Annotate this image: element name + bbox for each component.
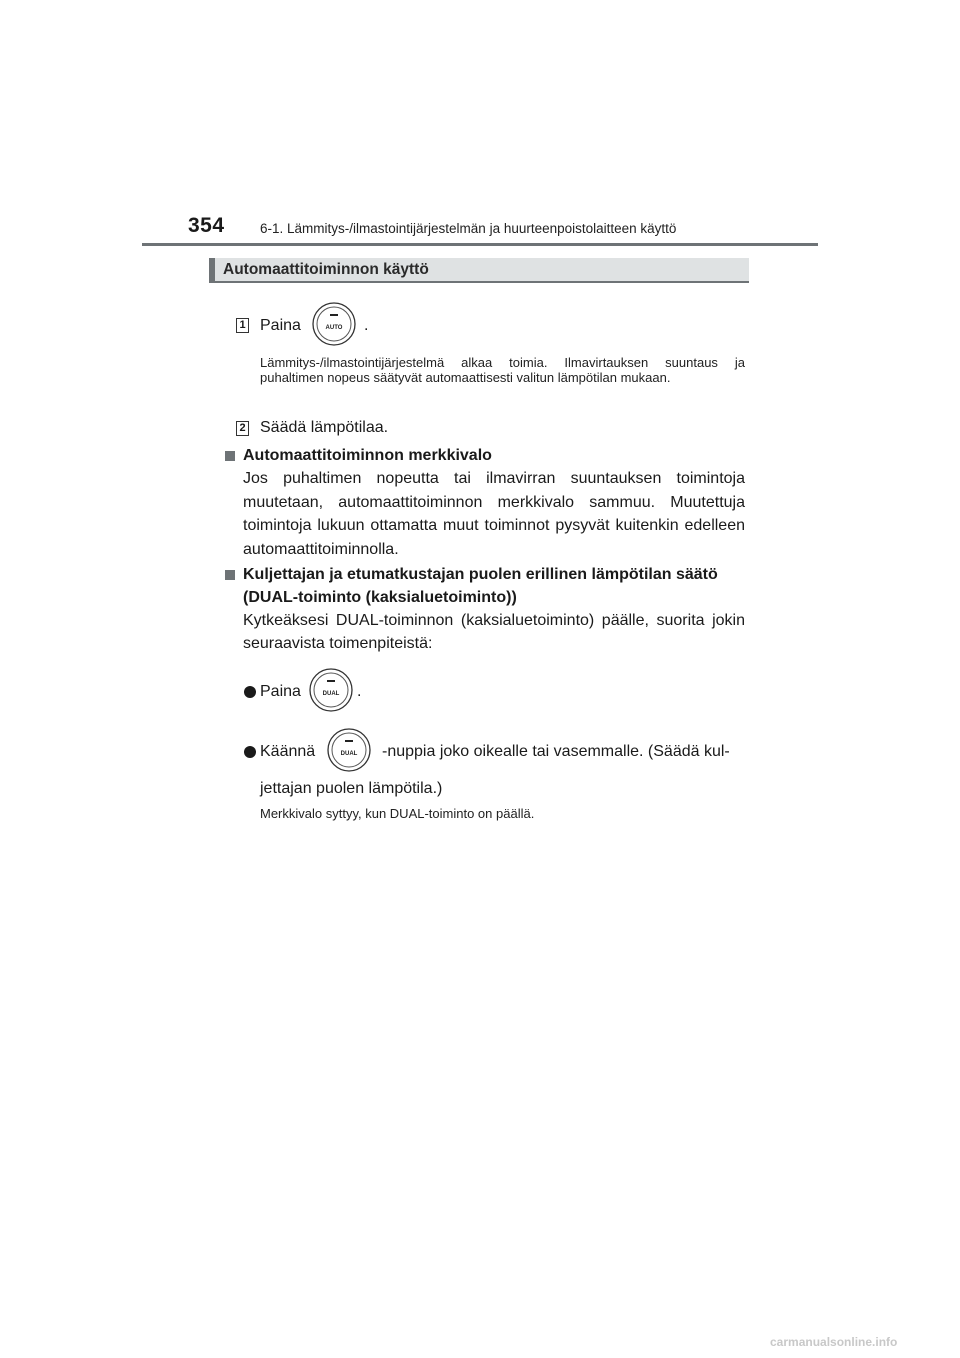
- dual-button-label: DUAL: [322, 691, 340, 697]
- square-bullet-icon: [225, 451, 235, 461]
- round-bullet-icon: [244, 746, 256, 758]
- step-number-2: 2: [236, 421, 249, 436]
- indicator-text: Jos puhaltimen nopeutta tai ilmavirran suuntauksen toimintoja muutetaan, automaattitoiminnon merkkivalo sammuu. Muutettuja toimintoja lukuun ottamatta muut toiminnot pysyvät kuitenkin edelleen automaattitoiminnolla.: [243, 470, 745, 558]
- dual-bullet2-continuation: jettajan puolen lämpötila.): [260, 780, 443, 797]
- round-bullet-icon: [244, 686, 256, 698]
- square-bullet-icon: [225, 570, 235, 580]
- dual-knob-icon: [327, 728, 371, 772]
- dual-heading-line2: (DUAL-toiminto (kaksialuetoiminto)): [243, 589, 517, 606]
- dual-intro: Kytkeäksesi DUAL-toiminnon (kaksialuetoiminto) päälle, suorita jokin seuraavista toimenpiteistä:: [243, 612, 745, 652]
- page-number: 354: [188, 214, 225, 237]
- step-number-1: 1: [236, 318, 249, 333]
- dual-bullet1-after: .: [357, 683, 362, 700]
- step-1-text-after: .: [364, 317, 369, 334]
- watermark: carmanualsonline.info: [770, 1335, 898, 1349]
- chapter-title: 6-1. Lämmitys-/ilmastointijärjestelmän ja huurteenpoistolaitteen käyttö: [260, 221, 677, 236]
- step-2-text: Säädä lämpötilaa.: [260, 419, 389, 436]
- dual-bullet2-before: Käännä: [260, 743, 316, 760]
- header-divider: [142, 243, 818, 246]
- dual-note: Merkkivalo syttyy, kun DUAL-toiminto on päällä.: [260, 806, 535, 821]
- step-1-text-before: Paina: [260, 317, 301, 334]
- dual-knob-label: DUAL: [340, 751, 358, 757]
- auto-button-label: AUTO: [325, 325, 343, 331]
- dual-bullet2-after: -nuppia joko oikealle tai vasemmalle. (Säädä kul-: [382, 743, 730, 760]
- dual-heading-line1: Kuljettajan ja etumatkustajan puolen erillinen lämpötilan säätö: [243, 566, 718, 583]
- step-1-note: Lämmitys-/ilmastointijärjestelmä alkaa toimia. Ilmavirtauksen suuntaus ja puhaltimen nopeus säätyvät automaattisesti valitun lämpötilan mukaan.: [260, 355, 745, 385]
- indicator-heading: Automaattitoiminnon merkkivalo: [243, 447, 492, 464]
- dual-bullet1-before: Paina: [260, 683, 301, 700]
- dual-button-icon: [309, 668, 353, 712]
- section-title: Automaattitoiminnon käyttö: [223, 261, 429, 278]
- auto-button-icon: [312, 302, 356, 346]
